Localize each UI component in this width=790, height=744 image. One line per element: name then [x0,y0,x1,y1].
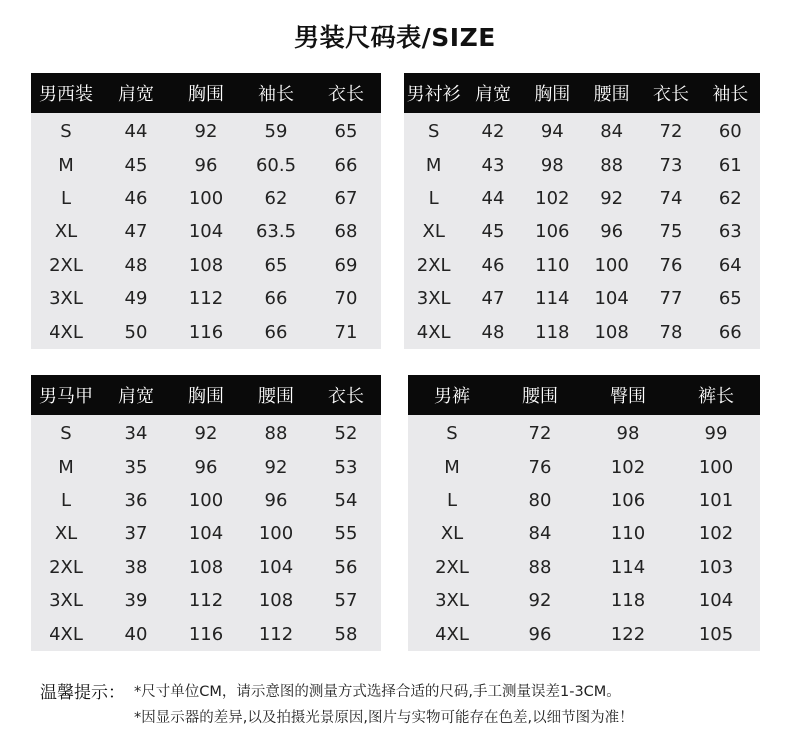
measurement-cell: 101 [698,489,734,511]
measurement-cell: 103 [698,556,734,578]
size-cell: S [427,121,440,143]
size-cell: L [60,489,72,511]
measurement-cell: 38 [124,556,148,578]
table-row [31,148,381,181]
table-header-row [31,73,381,113]
size-cell: 4XL [416,321,451,343]
measurement-cell: 66 [264,288,288,310]
measurement-cell: 96 [528,623,552,645]
tips-label: 温馨提示： [40,683,125,703]
measurement-cell: 65 [334,121,358,143]
size-cell: 2XL [49,556,83,578]
notes-label [40,678,125,703]
measurement-cell: 94 [540,121,564,143]
table-row [31,551,381,584]
measurement-cell: 118 [610,590,646,612]
measurement-cell: 92 [600,187,624,209]
table-row [31,182,381,215]
measurement-cell: 104 [188,221,224,243]
column-header: 男裤 [408,375,496,415]
measurement-cell: 104 [698,590,734,612]
measurement-cell: 65 [264,254,288,276]
size-cell: XL [54,221,78,243]
measurement-cell: 45 [124,154,148,176]
measurement-cell: 54 [334,489,358,511]
measurement-cell: 47 [124,221,148,243]
column-header: 胸围 [171,375,241,415]
measurement-cell: 100 [594,254,629,276]
size-cell: 3XL [416,288,451,310]
table-row [31,215,381,248]
measurement-cell: 62 [718,187,742,209]
table-row [31,249,381,282]
table-header-row [408,375,760,415]
measurement-cell: 62 [264,187,288,209]
column-header: 胸围 [523,73,582,113]
measurement-cell: 58 [334,623,358,645]
measurement-cell: 108 [188,556,224,578]
table-row [31,415,381,450]
table-row [31,282,381,315]
size-cell: 3XL [49,288,83,310]
column-header: 肩宽 [101,73,171,113]
measurement-cell: 100 [258,523,294,545]
table-row [404,249,760,282]
measurement-cell: 39 [124,590,148,612]
measurement-cell: 116 [188,623,224,645]
measurement-cell: 42 [481,121,505,143]
size-cell: M [58,456,74,478]
size-cell: M [444,456,460,478]
measurement-cell: 45 [481,221,505,243]
size-cell: M [425,154,442,176]
column-header: 衣长 [311,73,381,113]
pants-size-table [408,375,760,651]
measurement-cell: 114 [610,556,646,578]
table-row [31,113,381,148]
measurement-cell: 60 [718,121,742,143]
measurement-cell: 66 [334,154,358,176]
size-cell: S [446,423,458,445]
size-cell: 3XL [49,590,83,612]
measurement-cell: 48 [481,321,505,343]
table-row [404,182,760,215]
table-row [404,315,760,348]
measurement-cell: 76 [528,456,552,478]
measurement-cell: 96 [194,456,218,478]
measurement-cell: 112 [188,590,224,612]
measurement-cell: 56 [334,556,358,578]
measurement-cell: 61 [718,154,742,176]
measurement-cell: 40 [124,623,148,645]
measurement-cell: 50 [124,321,148,343]
measurement-cell: 118 [535,321,570,343]
size-cell: 4XL [49,321,83,343]
measurement-cell: 116 [188,321,224,343]
table-header-row [31,375,381,415]
note-line-2: *因显示器的差异,以及拍摄光景原因,图片与实物可能存在色差,以细节图为准！ [134,710,634,726]
measurement-cell: 112 [258,623,294,645]
table-row [31,617,381,650]
measurement-cell: 69 [334,254,358,276]
column-header: 袖长 [701,73,760,113]
column-header: 腰围 [582,73,641,113]
note-line-1: *尺寸单位CM，请示意图的测量方式选择合适的尺码,手工测量误差1-3CM。 [134,684,621,700]
size-cell: 3XL [435,590,469,612]
measurement-cell: 100 [188,489,224,511]
measurement-cell: 84 [528,523,552,545]
table-row [31,517,381,550]
table-row [31,484,381,517]
table-row [404,282,760,315]
measurement-cell: 122 [610,623,646,645]
size-cell: L [60,187,72,209]
measurement-cell: 44 [481,187,505,209]
column-header: 肩宽 [463,73,522,113]
measurement-cell: 92 [528,590,552,612]
measurement-cell: 114 [535,288,570,310]
column-header: 胸围 [171,73,241,113]
measurement-cell: 108 [258,590,294,612]
measurement-cell: 100 [188,187,224,209]
measurement-cell: 64 [718,254,742,276]
shirt-size-table [404,73,760,349]
measurement-cell: 98 [540,154,564,176]
table-row [31,450,381,483]
measurement-cell: 37 [124,523,148,545]
measurement-cell: 102 [610,456,646,478]
measurement-cell: 53 [334,456,358,478]
size-cell: L [428,187,439,209]
measurement-cell: 78 [659,321,683,343]
measurement-cell: 47 [481,288,505,310]
measurement-cell: 46 [481,254,505,276]
measurement-cell: 74 [659,187,683,209]
measurement-cell: 84 [600,121,624,143]
column-header: 肩宽 [101,375,171,415]
measurement-cell: 96 [600,221,624,243]
table-row [408,415,760,450]
column-header: 男衬衫 [404,73,463,113]
column-header: 裤长 [672,375,760,415]
table-row [408,484,760,517]
column-header: 男西装 [31,73,101,113]
table-row [31,315,381,348]
suit-size-table [31,73,381,349]
measurement-cell: 96 [264,489,288,511]
measurement-cell: 100 [698,456,734,478]
table-row [31,584,381,617]
table-row [404,148,760,181]
size-cell: 4XL [435,623,469,645]
measurement-cell: 66 [264,321,288,343]
measurement-cell: 49 [124,288,148,310]
size-cell: XL [440,523,464,545]
table-row [408,551,760,584]
measurement-cell: 72 [528,423,552,445]
measurement-cell: 112 [188,288,224,310]
measurement-cell: 106 [610,489,646,511]
measurement-cell: 110 [535,254,570,276]
measurement-cell: 104 [594,288,629,310]
size-cell: 2XL [49,254,83,276]
size-cell: M [58,154,74,176]
table-row [408,584,760,617]
measurement-cell: 80 [528,489,552,511]
measurement-cell: 67 [334,187,358,209]
measurement-cell: 71 [334,321,358,343]
measurement-cell: 106 [535,221,570,243]
size-cell: XL [54,523,78,545]
column-header: 衣长 [311,375,381,415]
measurement-cell: 99 [704,423,728,445]
size-cell: 4XL [49,623,83,645]
column-header: 男马甲 [31,375,101,415]
measurement-cell: 57 [334,590,358,612]
measurement-cell: 88 [528,556,552,578]
measurement-cell: 34 [124,423,148,445]
table-row [404,113,760,148]
column-header: 腰围 [241,375,311,415]
measurement-cell: 75 [659,221,683,243]
column-header: 腰围 [496,375,584,415]
size-cell: S [60,121,72,143]
measurement-cell: 35 [124,456,148,478]
measurement-cell: 66 [718,321,742,343]
page-title: 男装尺码表/SIZE [294,23,496,52]
measurement-cell: 104 [258,556,294,578]
measurement-cell: 92 [194,423,218,445]
table-row [408,517,760,550]
measurement-cell: 98 [616,423,640,445]
measurement-cell: 70 [334,288,358,310]
measurement-cell: 108 [594,321,629,343]
measurement-cell: 60.5 [255,154,297,176]
measurement-cell: 110 [610,523,646,545]
measurement-cell: 68 [334,221,358,243]
table-row [408,450,760,483]
vest-size-table [31,375,381,651]
measurement-cell: 43 [481,154,505,176]
measurement-cell: 65 [718,288,742,310]
measurement-cell: 102 [698,523,734,545]
measurement-cell: 76 [659,254,683,276]
size-cell: XL [422,221,445,243]
size-cell: 2XL [435,556,469,578]
measurement-cell: 92 [264,456,288,478]
measurement-cell: 36 [124,489,148,511]
measurement-cell: 52 [334,423,358,445]
column-header: 衣长 [641,73,700,113]
measurement-cell: 105 [698,623,734,645]
measurement-cell: 46 [124,187,148,209]
size-cell: 2XL [416,254,451,276]
measurement-cell: 59 [264,121,288,143]
measurement-cell: 48 [124,254,148,276]
measurement-cell: 55 [334,523,358,545]
column-header: 袖长 [241,73,311,113]
measurement-cell: 92 [194,121,218,143]
measurement-cell: 102 [535,187,570,209]
measurement-cell: 63.5 [255,221,297,243]
measurement-cell: 77 [659,288,683,310]
measurement-cell: 73 [659,154,683,176]
table-row [408,617,760,650]
measurement-cell: 88 [264,423,288,445]
column-header: 臀围 [584,375,672,415]
table-header-row [404,73,760,113]
measurement-cell: 44 [124,121,148,143]
measurement-cell: 63 [718,221,742,243]
measurement-cell: 88 [600,154,624,176]
measurement-cell: 108 [188,254,224,276]
size-cell: S [60,423,72,445]
table-row [404,215,760,248]
measurement-cell: 72 [659,121,683,143]
size-cell: L [446,489,458,511]
measurement-cell: 104 [188,523,224,545]
measurement-cell: 96 [194,154,218,176]
